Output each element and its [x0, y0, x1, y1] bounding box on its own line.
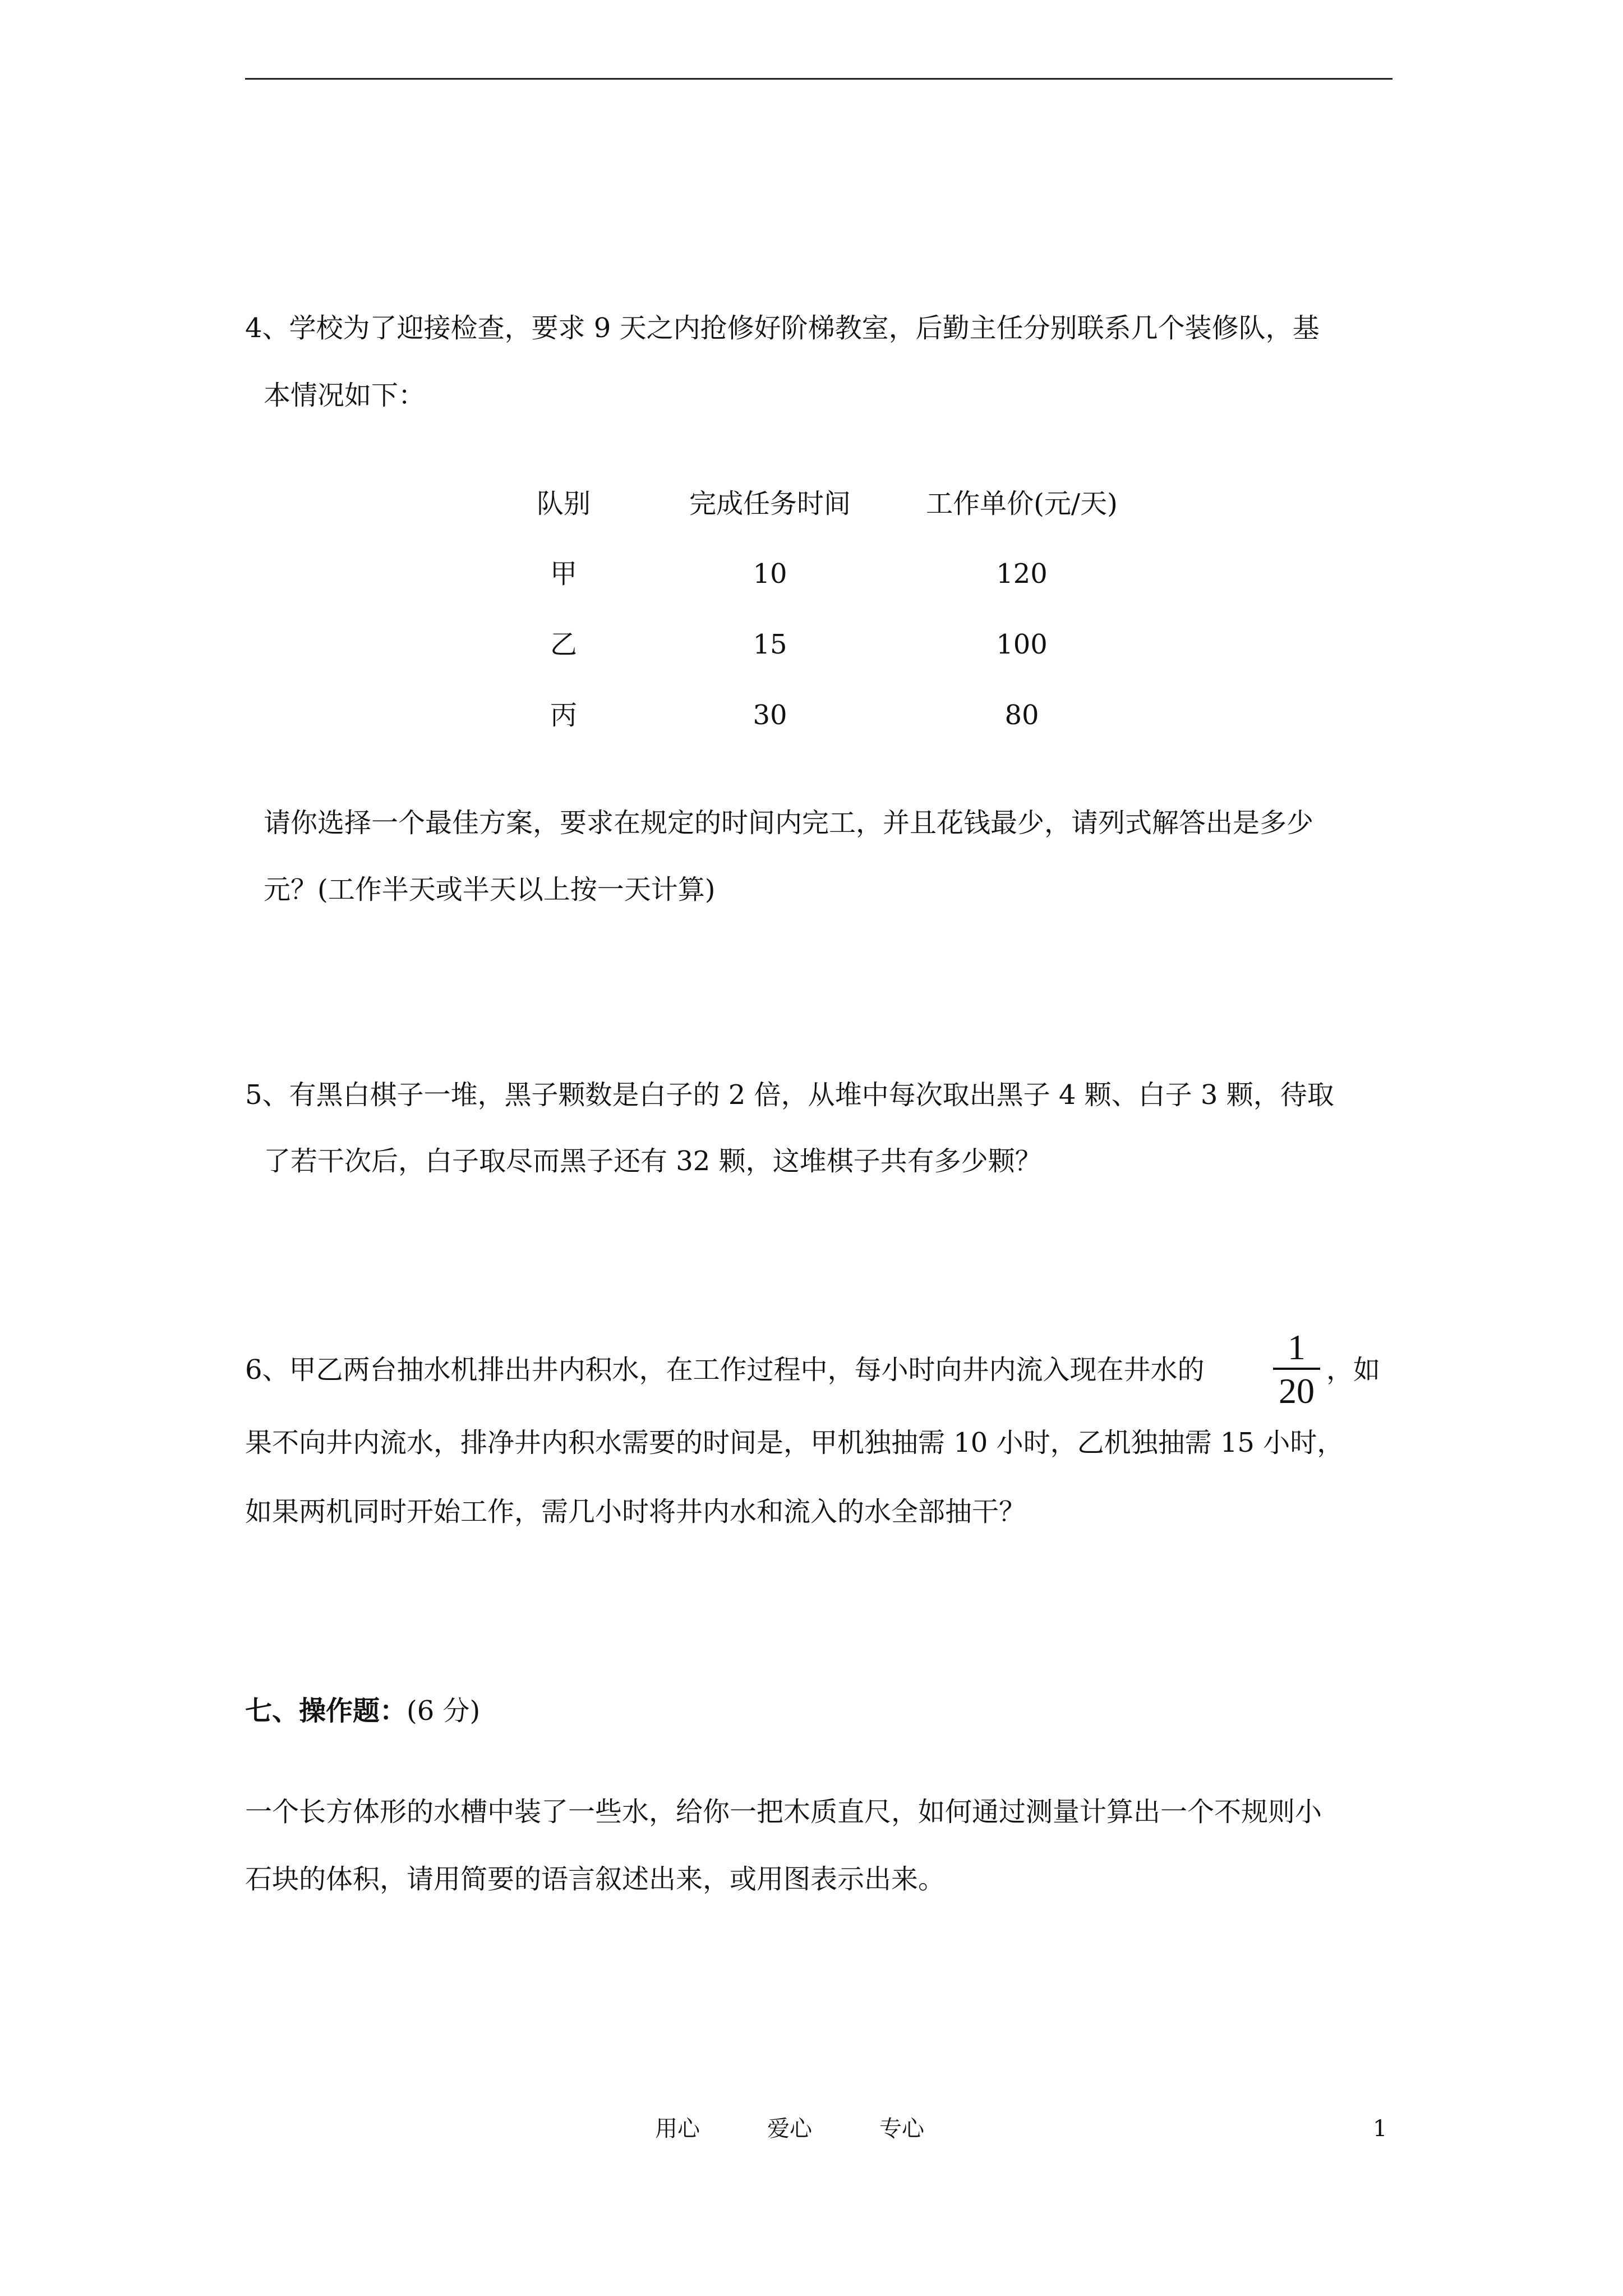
section7-text-line1: 一个长方体形的水槽中装了一些水，给你一把木质直尺，如何通过测量计算出一个不规则小 [245, 1796, 1322, 1828]
table-row-bing-team: 丙 [550, 700, 578, 731]
q6-text-line3: 如果两机同时开始工作，需几小时将井内水和流入的水全部抽干？ [245, 1496, 1026, 1527]
q6-text-line1: 6、甲乙两台抽水机排出井内积水，在工作过程中，每小时向井内流入现在井水的 [245, 1354, 1205, 1386]
section7-title-score: (6 分) [407, 1695, 481, 1727]
q6-text-line1-after: ，如 [1326, 1354, 1381, 1386]
table-row-jia-time: 10 [753, 558, 787, 590]
section7-title [245, 1694, 480, 1728]
section7-text-line2: 石块的体积，请用简要的语言叙述出来，或用图表示出来。 [245, 1864, 946, 1895]
section7-title-bold: 七、操作题： [245, 1695, 407, 1727]
q6-text-line2: 果不向井内流水，排净井内积水需要的时间是，甲机独抽需 10 小时，乙机独抽需 15 小时， [245, 1427, 1344, 1458]
footer-item-yongxin: 用心 [655, 2116, 700, 2142]
table-row-yi-team: 乙 [550, 629, 578, 660]
table-row-bing-price: 80 [1004, 700, 1039, 731]
q5-text-line2: 了若干次后，白子取尽而黑子还有 32 颗，这堆棋子共有多少颗？ [264, 1145, 1042, 1177]
table-row-jia-price: 120 [996, 558, 1048, 590]
table-header-price: 工作单价(元/天) [926, 488, 1118, 519]
table-header-team: 队别 [536, 488, 591, 519]
table-row-yi-time: 15 [753, 629, 787, 660]
table-row-yi-price: 100 [996, 629, 1048, 660]
footer-item-zhuanxin: 专心 [879, 2116, 924, 2142]
q4-text-line1: 4、学校为了迎接检查，要求 9 天之内抢修好阶梯教室，后勤主任分别联系几个装修队，基 [245, 312, 1320, 344]
table-row-bing-time: 30 [753, 700, 787, 731]
q4-text-line2: 本情况如下： [264, 380, 426, 411]
header-rule [245, 78, 1393, 80]
q4-text-line3: 请你选择一个最佳方案，要求在规定的时间内完工，并且花钱最少，请列式解答出是多少 [264, 807, 1314, 839]
fraction-numerator: 1 [1288, 1327, 1306, 1367]
q4-text-line4: 元？(工作半天或半天以上按一天计算) [264, 874, 716, 905]
fraction-denominator: 20 [1279, 1371, 1315, 1411]
fraction-bar [1273, 1368, 1320, 1370]
table-header-time: 完成任务时间 [689, 488, 851, 519]
q5-text-line1: 5、有黑白棋子一堆，黑子颗数是白子的 2 倍，从堆中每次取出黑子 4 颗、白子 3 颗，待取 [245, 1079, 1334, 1111]
page-number: 1 [1373, 2116, 1387, 2142]
footer-item-aixin: 爱心 [767, 2116, 812, 2142]
table-row-jia-team: 甲 [550, 558, 578, 590]
